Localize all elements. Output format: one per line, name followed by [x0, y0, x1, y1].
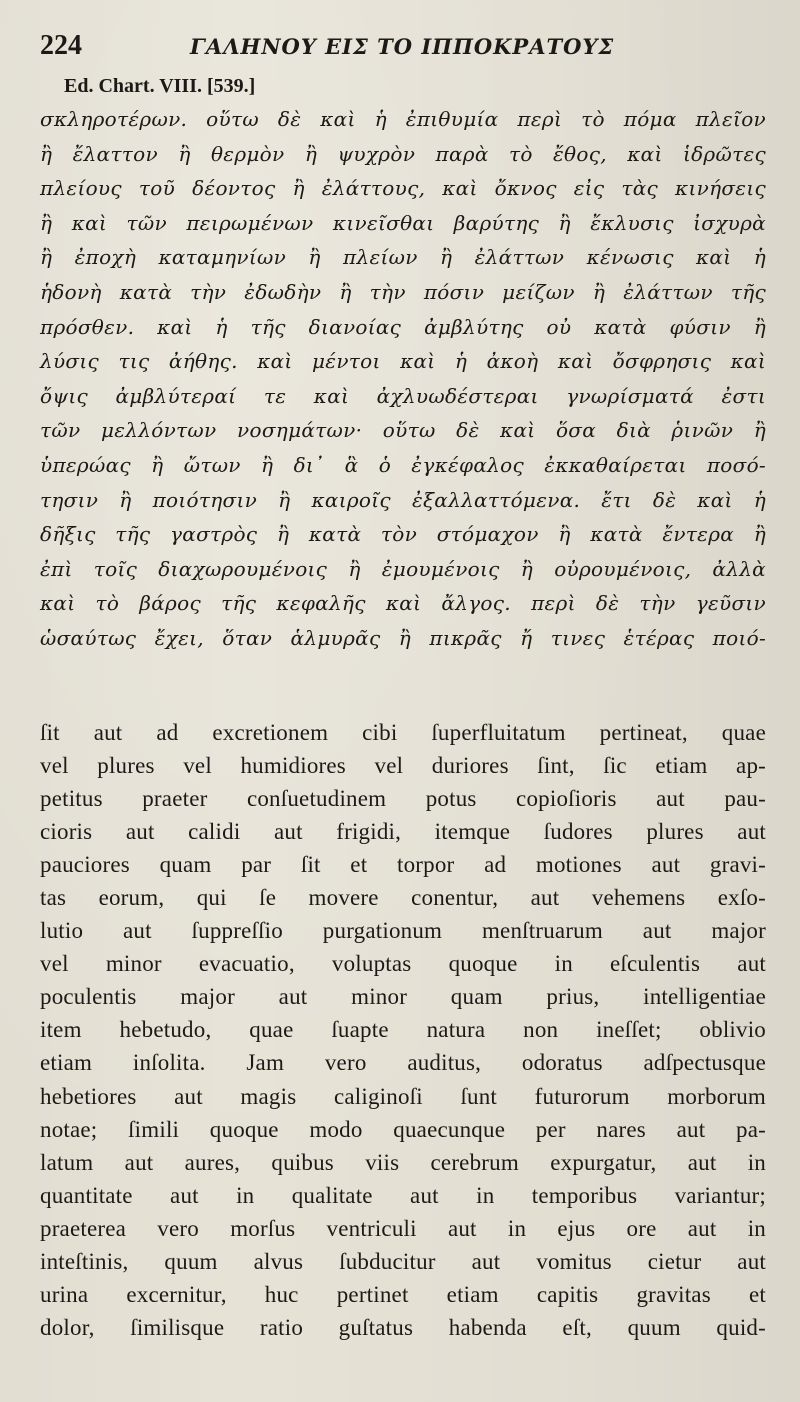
latin-line: vel plures vel humidiores vel duriores ſint, ſic etiam ap-	[40, 752, 766, 778]
greek-line: πλείους τοῦ δέοντος ἢ ἐλάττους, καὶ ὄκνος εἰς τὰς κινήσεις	[40, 176, 766, 201]
greek-text-block	[40, 102, 766, 656]
latin-line: dolor, ſimilisque ratio guſtatus habenda eſt, quum quid-	[40, 1315, 766, 1341]
latin-line: tas eorum, qui ſe movere conentur, aut vehemens exſo-	[40, 884, 766, 910]
greek-line: λύσις τις ἀήθης. καὶ μέντοι καὶ ἡ ἀκοὴ καὶ ὄσφρησις καὶ	[40, 349, 766, 374]
latin-line: lutio aut ſuppreſſio purgationum menſtruarum aut major	[40, 918, 766, 944]
greek-line: τῶν μελλόντων νοσημάτων· οὕτω δὲ καὶ ὅσα διὰ ῥινῶν ἢ	[40, 418, 766, 443]
greek-line: σκληροτέρων. οὕτω δὲ καὶ ἡ ἐπιθυμία περὶ τὸ πόμα πλεῖον	[40, 107, 766, 131]
latin-line: etiam inſolita. Jam vero auditus, odoratus adſpectusque	[40, 1050, 766, 1076]
greek-line: ἡδονὴ κατὰ τὴν ἐδωδὴν ἢ τὴν πόσιν μείζων ἢ ἐλάττων τῆς	[40, 279, 766, 304]
greek-line: πρόσθεν. καὶ ἡ τῆς διανοίας ἀμβλύτης οὐ κατὰ φύσιν ἢ	[40, 314, 766, 339]
greek-line: δῆξις τῆς γαστρὸς ἢ κατὰ τὸν στόμαχον ἢ κατὰ ἔντερα ἢ	[40, 522, 766, 547]
latin-line: urina excernitur, huc pertinet etiam capitis gravitas et	[40, 1282, 766, 1308]
blank-gap	[40, 656, 766, 716]
greek-line: καὶ τὸ βάρος τῆς κεφαλῆς καὶ ἄλγος. περὶ δὲ τὴν γεῦσιν	[40, 591, 766, 616]
edition-reference: Ed. Chart. VIII. [539.]	[64, 75, 256, 97]
latin-line: notae; ſimili quoque modo quaecunque per nares aut pa-	[40, 1116, 766, 1142]
greek-line: ὡσαύτως ἔχει, ὅταν ἁλμυρᾶς ἢ πικρᾶς ἤ τινες ἑτέρας ποιό-	[40, 625, 766, 650]
latin-line: latum aut aures, quibus viis cerebrum expurgatur, aut in	[40, 1149, 766, 1175]
latin-line: inteſtinis, quum alvus ſubducitur aut vomitus cietur aut	[40, 1249, 766, 1274]
greek-line: ἐπὶ τοῖς διαχωρουμένοις ἢ ἐμουμένοις ἢ οὐρουμένοις, ἀλλὰ	[40, 556, 766, 581]
running-title: ΓΑΛΗΝΟΥ ΕΙΣ ΤΟ ΙΠΠΟΚΡΑΤΟΥΣ	[190, 34, 615, 59]
latin-line: item hebetudo, quae ſuapte natura non ineſſet; oblivio	[40, 1017, 766, 1043]
latin-line: poculentis major aut minor quam prius, intelligentiae	[40, 984, 766, 1010]
latin-line: quantitate aut in qualitate aut in temporibus variantur;	[40, 1182, 766, 1208]
latin-line: praeterea vero morſus ventriculi aut in ejus ore aut in	[40, 1215, 766, 1241]
page-number: 224	[40, 30, 82, 61]
greek-line: τησιν ἢ ποιότησιν ἢ καιροῖς ἐξαλλαττόμενα. ἔτι δὲ καὶ ἡ	[40, 487, 766, 512]
latin-line: hebetiores aut magis caliginoſi ſunt futurorum morborum	[40, 1083, 766, 1109]
greek-line: ἢ ἔλαττον ἢ θερμὸν ἢ ψυχρὸν παρὰ τὸ ἔθος, καὶ ἱδρῶτες	[40, 141, 766, 166]
page-header	[40, 30, 766, 70]
latin-line: petitus praeter conſuetudinem potus copioſioris aut pau-	[40, 785, 766, 811]
latin-text-block	[40, 716, 766, 1345]
latin-line: pauciores quam par ſit et torpor ad motiones aut gravi-	[40, 851, 766, 877]
latin-line: vel minor evacuatio, voluptas quoque in eſculentis aut	[40, 951, 766, 977]
latin-line: cioris aut calidi aut frigidi, itemque ſudores plures aut	[40, 818, 766, 844]
greek-line: ἢ ἐποχὴ καταμηνίων ἢ πλείων ἢ ἐλάττων κένωσις καὶ ἡ	[40, 245, 766, 270]
greek-line: ὑπερώας ἢ ὤτων ἢ δι᾽ ἃ ὁ ἐγκέφαλος ἐκκαθαίρεται ποσό-	[40, 452, 766, 477]
greek-line: ὄψις ἀμβλύτεραί τε καὶ ἀχλυωδέστεραι γνωρίσματά ἐστι	[40, 383, 766, 408]
greek-line: ἢ καὶ τῶν πειρωμένων κινεῖσθαι βαρύτης ἢ ἔκλυσις ἰσχυρὰ	[40, 210, 766, 235]
latin-line: ſit aut ad excretionem cibi ſuperfluitatum pertineat, quae	[40, 719, 766, 745]
